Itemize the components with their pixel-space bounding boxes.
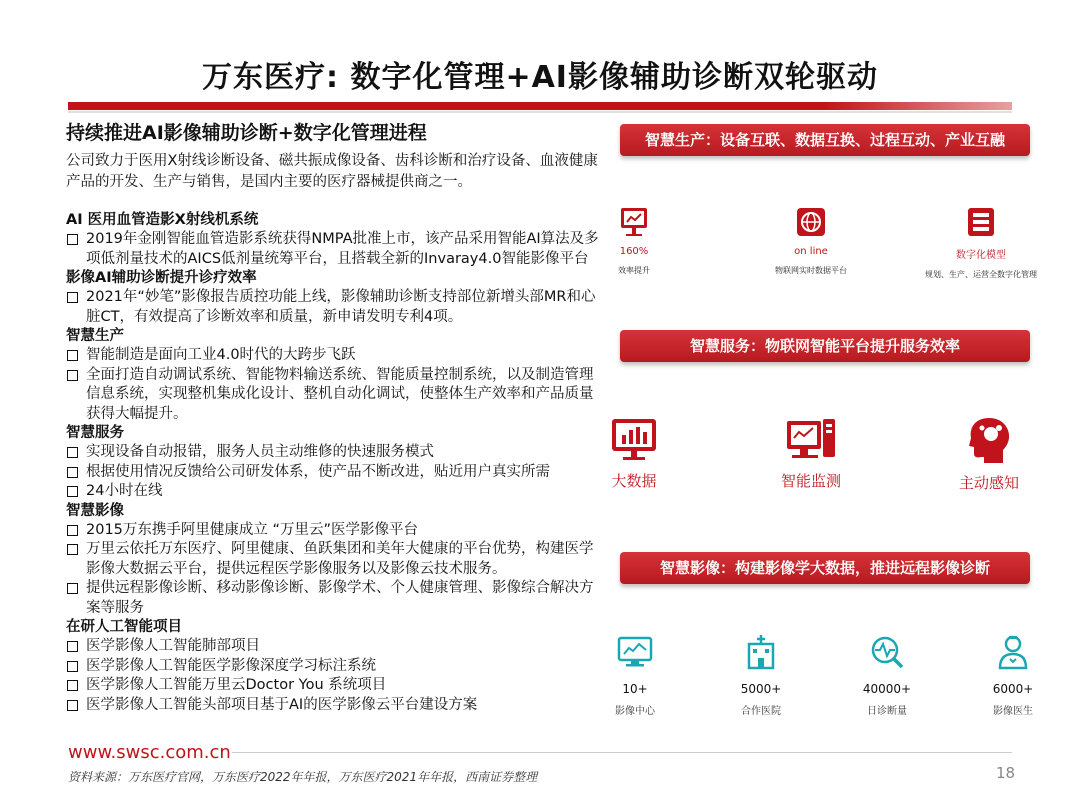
checkbox-bullet-icon (67, 467, 78, 478)
section-heading: 智慧生产 (66, 328, 124, 344)
section-heading: 影像AI辅助诊断提升诊疗效率 (66, 270, 257, 286)
heartbeat-search-icon (869, 634, 905, 674)
monitor-bar-chart-icon (611, 418, 657, 466)
list-item: 医学影像人工智能头部项目基于AI的医学影像云平台建设方案 (66, 696, 606, 716)
globe-network-icon (796, 206, 826, 242)
imaging-stat-desc: 合作医院 (741, 706, 781, 717)
imaging-stat-item (842, 634, 932, 717)
smart-imaging-banner: 智慧影像：构建影像学大数据，推进远程影像诊断 (620, 552, 1030, 584)
imaging-stat-desc: 影像医生 (993, 706, 1033, 717)
footer-source: 资料来源：万东医疗官网，万东医疗2022年年报，万东医疗2021年年报，西南证券整理 (68, 770, 538, 784)
list-item: 2015万东携手阿里健康成立 “万里云”医学影像平台 (66, 521, 606, 541)
list-item: 24小时在线 (66, 482, 606, 502)
list-item: 医学影像人工智能医学影像深度学习标注系统 (66, 657, 606, 677)
list-item: 实现设备自动报错，服务人员主动维修的快速服务模式 (66, 443, 606, 463)
list-item: 2021年“妙笔”影像报告质控功能上线，影像辅助诊断支持部位新增头部MR和心脏CT，有效提高了诊断效率和质量，新申请发明专利4项。 (66, 288, 606, 327)
head-brain-icon (967, 416, 1011, 468)
service-item (934, 416, 1044, 493)
checkbox-bullet-icon (67, 447, 78, 458)
checkbox-bullet-icon (67, 700, 78, 711)
checkbox-bullet-icon (67, 486, 78, 497)
checkbox-bullet-icon (67, 350, 78, 361)
stat-desc: 规划、生产、运营全数字化管理 (925, 270, 1037, 279)
checkbox-bullet-icon (67, 234, 78, 245)
page-number: 18 (996, 764, 1016, 782)
checkbox-bullet-icon (67, 641, 78, 652)
footer-url-link[interactable]: www.swsc.com.cn (68, 742, 231, 763)
imaging-stat-desc: 日诊断量 (867, 706, 907, 717)
section-heading: 智慧影像 (66, 502, 124, 519)
title-underline-shadow (68, 111, 1012, 113)
stat-value: on line (794, 246, 828, 257)
list-item: 万里云依托万东医疗、阿里健康、鱼跃集团和美年大健康的平台优势，构建医学影像大数据云平台，提供远程医学影像服务以及影像云技术服务。 (66, 540, 606, 579)
service-label: 大数据 (611, 472, 657, 490)
section-heading: 在研人工智能项目 (66, 619, 182, 635)
hospital-icon (743, 634, 779, 674)
stat-value: 数字化模型 (956, 250, 1006, 261)
title-underline (68, 102, 1012, 110)
footer-divider (232, 752, 1012, 753)
list-item: 提供远程影像诊断、移动影像诊断、影像学术、个人健康管理、影像综合解决方案等服务 (66, 579, 606, 618)
list-item: 医学影像人工智能万里云Doctor You 系统项目 (66, 676, 606, 696)
imaging-stat-item (716, 634, 806, 717)
list-item: 根据使用情况反馈给公司研发体系，使产品不断改进，贴近用户真实所需 (66, 463, 606, 483)
left-column (66, 118, 606, 715)
section-heading: 智慧服务 (66, 425, 124, 441)
doctor-icon (995, 634, 1031, 674)
checkbox-bullet-icon (67, 544, 78, 555)
section-heading: AI 医用血管造影X射线机系统 (66, 212, 259, 228)
checkbox-bullet-icon (67, 661, 78, 672)
service-label: 主动感知 (958, 474, 1019, 492)
checkbox-bullet-icon (67, 680, 78, 691)
list-item: 医学影像人工智能肺部项目 (66, 637, 606, 657)
smart-production-banner: 智慧生产：设备互联、数据互换、过程互动、产业互融 (620, 124, 1030, 156)
imaging-stat-item (968, 634, 1058, 717)
imaging-stat-value: 5000+ (740, 682, 782, 696)
service-label: 智能监测 (780, 472, 841, 490)
checkbox-bullet-icon (67, 370, 78, 381)
service-item (579, 418, 689, 491)
monitor-device-icon (786, 418, 836, 466)
list-item: 智能制造是面向工业4.0时代的大跨步飞跃 (66, 346, 606, 366)
presentation-chart-icon (619, 206, 649, 242)
stat-item (574, 206, 694, 276)
list-item: 2019年金刚智能血管造影系统获得NMPA批准上市，该产品采用智能AI算法及多项低剂量技术的AICS低剂量统筹平台，且搭载全新的Invaray4.0智能影像平台 (66, 230, 606, 269)
checkbox-bullet-icon (67, 525, 78, 536)
imaging-stat-value: 10+ (622, 682, 648, 696)
imaging-stat-value: 40000+ (862, 682, 912, 696)
imaging-screen-icon (617, 634, 653, 674)
stat-desc: 效率提升 (618, 266, 650, 275)
service-item (756, 418, 866, 491)
stat-desc: 物联网实时数据平台 (775, 266, 847, 275)
stat-value: 160% (619, 246, 649, 257)
stat-item (921, 206, 1041, 280)
checkbox-bullet-icon (67, 583, 78, 594)
intro-text: 公司致力于医用X射线诊断设备、磁共振成像设备、齿科诊断和治疗设备、血液健康产品的开发、生产与销售，是国内主要的医疗器械提供商之一。 (66, 153, 598, 190)
imaging-stat-value: 6000+ (992, 682, 1034, 696)
imaging-stat-desc: 影像中心 (615, 706, 655, 717)
page-title: 万东医疗: 数字化管理+AI影像辅助诊断双轮驱动 (202, 60, 878, 95)
smart-service-banner: 智慧服务：物联网智能平台提升服务效率 (620, 330, 1030, 362)
imaging-stat-item (590, 634, 680, 717)
section-subtitle: 持续推进AI影像辅助诊断+数字化管理进程 (66, 122, 427, 144)
checkbox-bullet-icon (67, 292, 78, 303)
server-stack-icon (966, 206, 996, 242)
list-item: 全面打造自动调试系统、智能物料输送系统、智能质量控制系统，以及制造管理信息系统，实现整机集成化设计、整机自动化调试，使整体生产效率和产品质量获得大幅提升。 (66, 366, 606, 425)
stat-item (751, 206, 871, 276)
